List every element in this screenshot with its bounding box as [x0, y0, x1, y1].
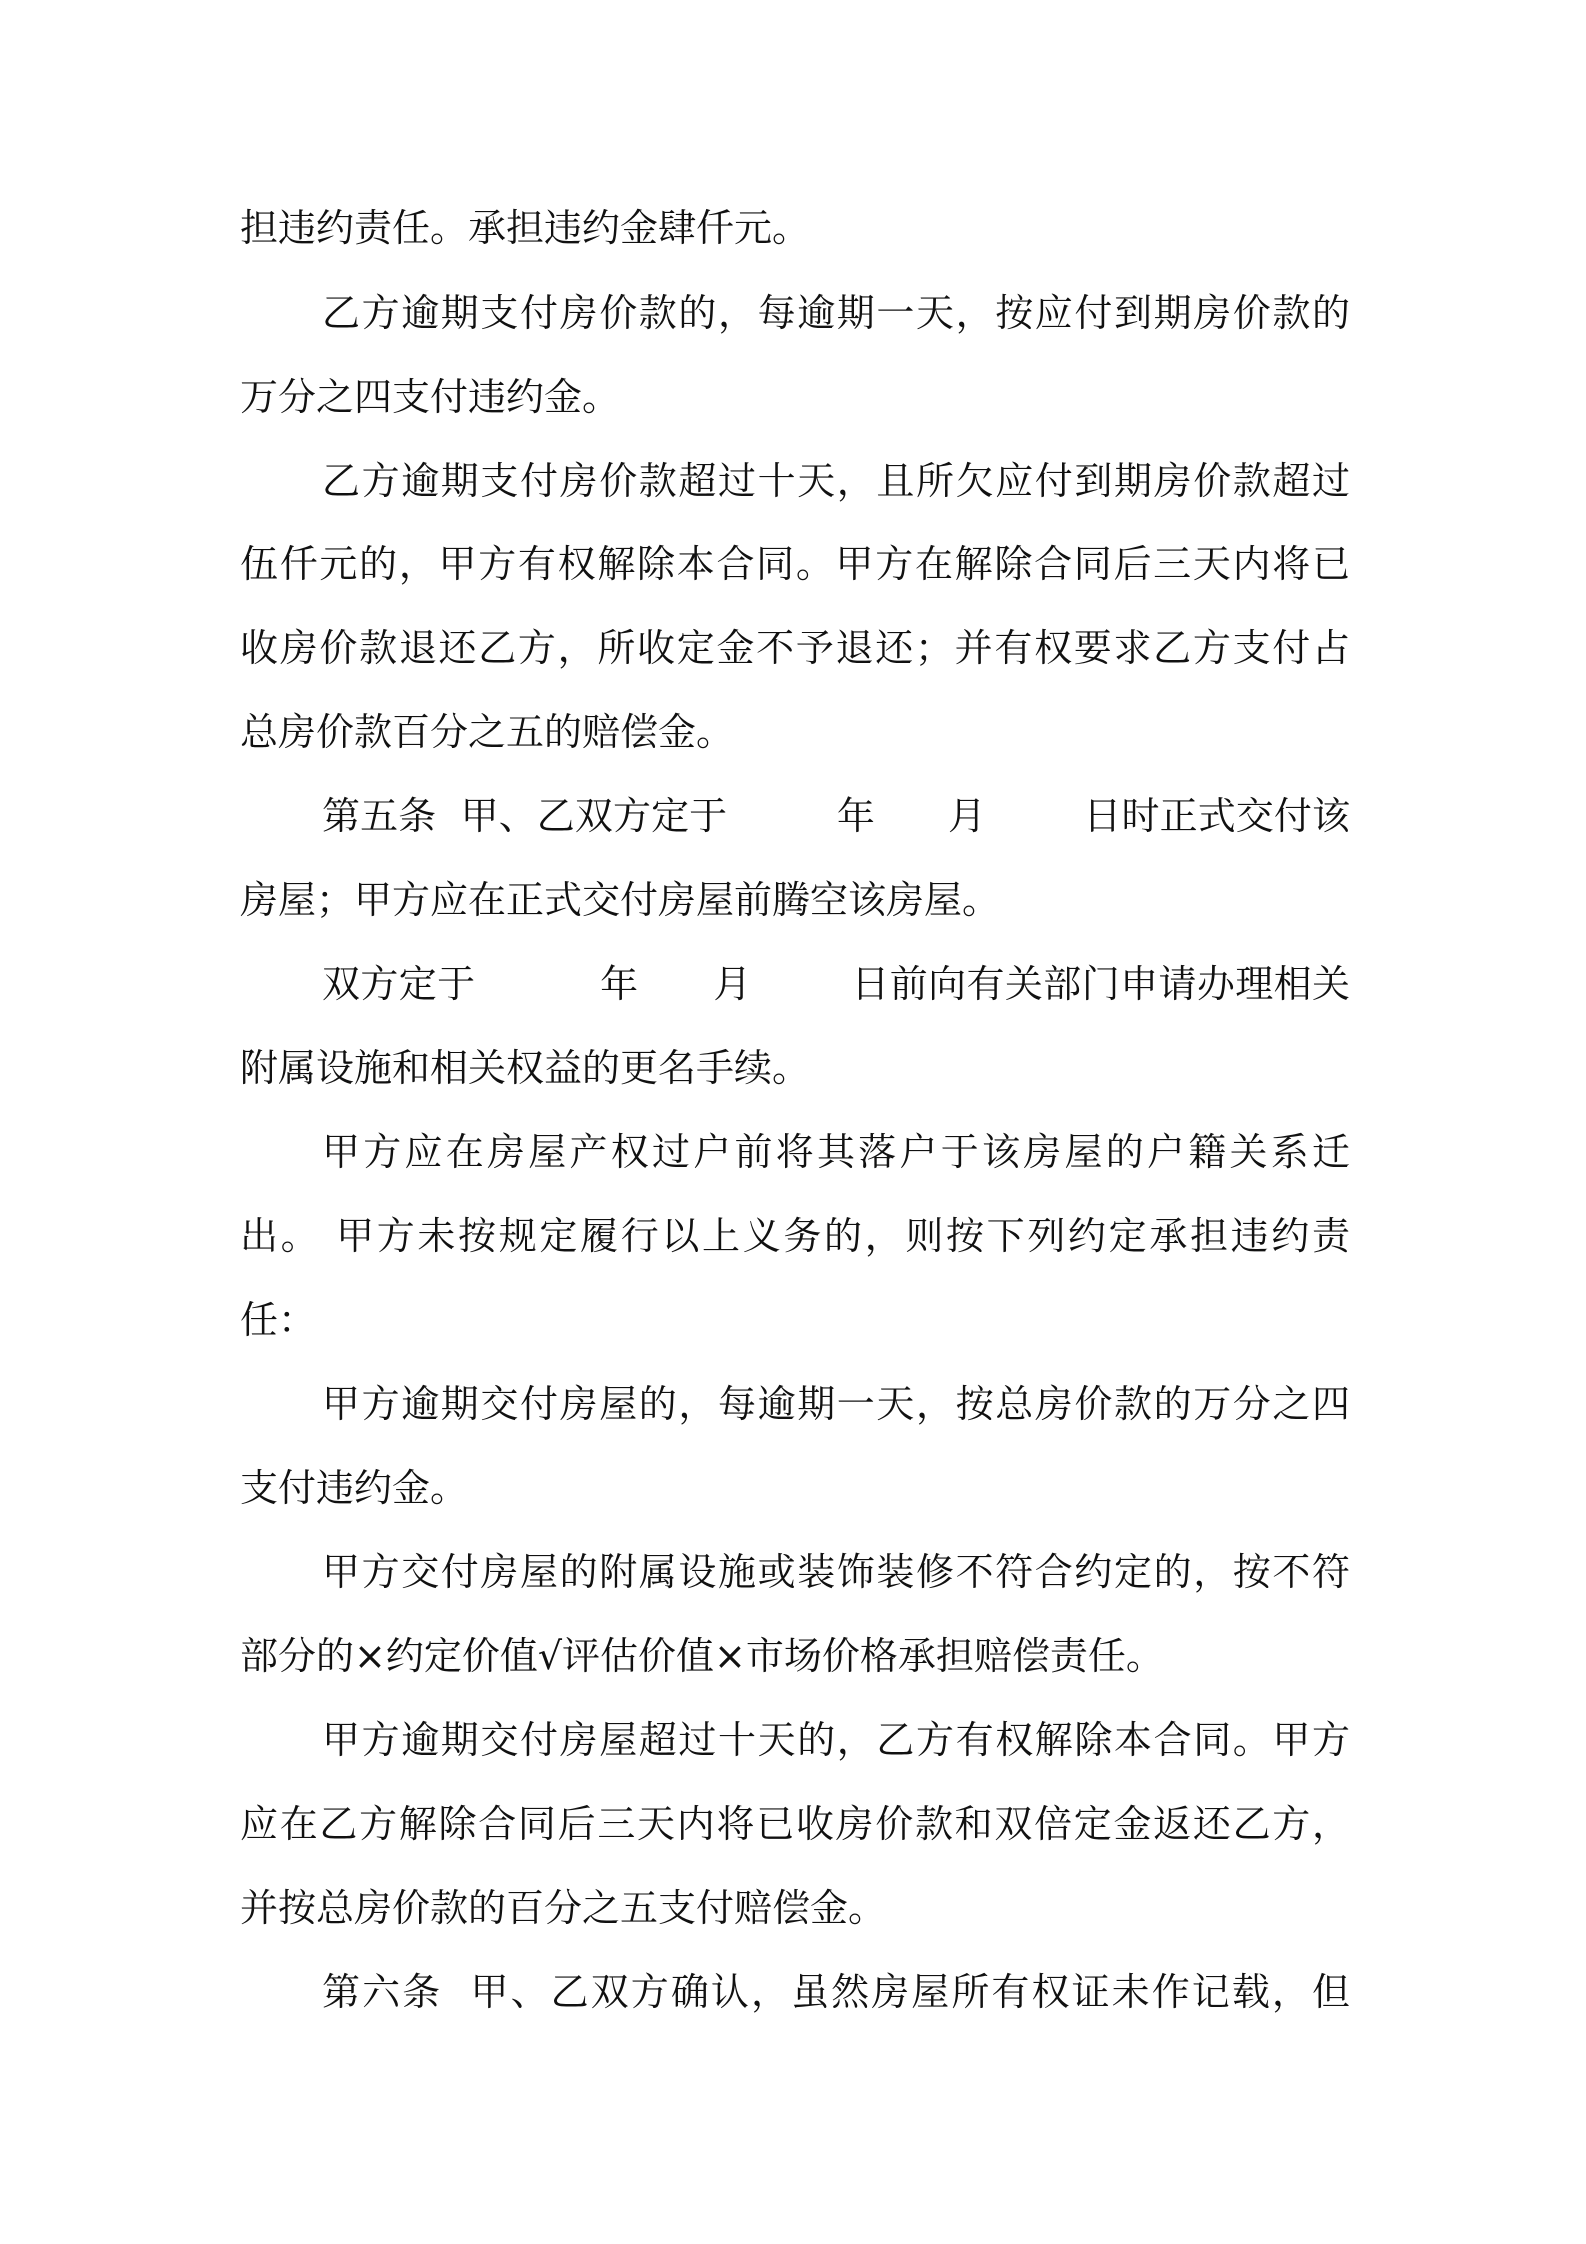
text-line: 担违约责任。承担违约金肆仟元。 — [240, 206, 811, 250]
text-line: 应在乙方解除合同后三天内将已收房价款和双倍定金返还乙方， — [240, 1802, 1350, 1846]
text-line: 收房价款退还乙方，所收定金不予退还；并有权要求乙方支付占 — [240, 626, 1350, 670]
article-6-line: 第六条 甲、乙双方确认，虽然房屋所有权证未作记载，但 — [322, 1970, 1350, 2014]
text-line: 甲方应在房屋产权过户前将其落户于该房屋的户籍关系迁 — [322, 1130, 1350, 1174]
text-line: 甲方逾期交付房屋的，每逾期一天，按总房价款的万分之四 — [322, 1382, 1350, 1426]
text-line: 乙方逾期支付房价款超过十天，且所欠应付到期房价款超过 — [322, 459, 1350, 503]
text-line: 支付违约金。 — [240, 1466, 469, 1510]
article-5-line: 第五条 甲、乙双方定于 年 月 日时正式交付该 — [322, 794, 1350, 838]
text-line: 房屋；甲方应在正式交付房屋前腾空该房屋。 — [240, 878, 1001, 922]
text-line: 并按总房价款的百分之五支付赔偿金。 — [240, 1886, 887, 1930]
text-line: 附属设施和相关权益的更名手续。 — [240, 1046, 811, 1090]
text-line: 部分的×约定价值√评估价值×市场价格承担赔偿责任。 — [240, 1634, 1164, 1678]
text-line: 伍仟元的，甲方有权解除本合同。甲方在解除合同后三天内将已 — [240, 542, 1350, 586]
text-line: 甲方逾期交付房屋超过十天的，乙方有权解除本合同。甲方 — [322, 1718, 1350, 1762]
text-line: 总房价款百分之五的赔偿金。 — [240, 710, 735, 754]
text-line: 万分之四支付违约金。 — [240, 375, 621, 419]
text-line: 出。 甲方未按规定履行以上义务的，则按下列约定承担违约责 — [240, 1214, 1350, 1258]
text-line: 双方定于 年 月 日前向有关部门申请办理相关 — [322, 962, 1350, 1006]
text-line: 乙方逾期支付房价款的，每逾期一天，按应付到期房价款的 — [322, 291, 1350, 335]
text-line: 任： — [240, 1298, 317, 1342]
text-line: 甲方交付房屋的附属设施或装饰装修不符合约定的，按不符 — [322, 1550, 1350, 1594]
